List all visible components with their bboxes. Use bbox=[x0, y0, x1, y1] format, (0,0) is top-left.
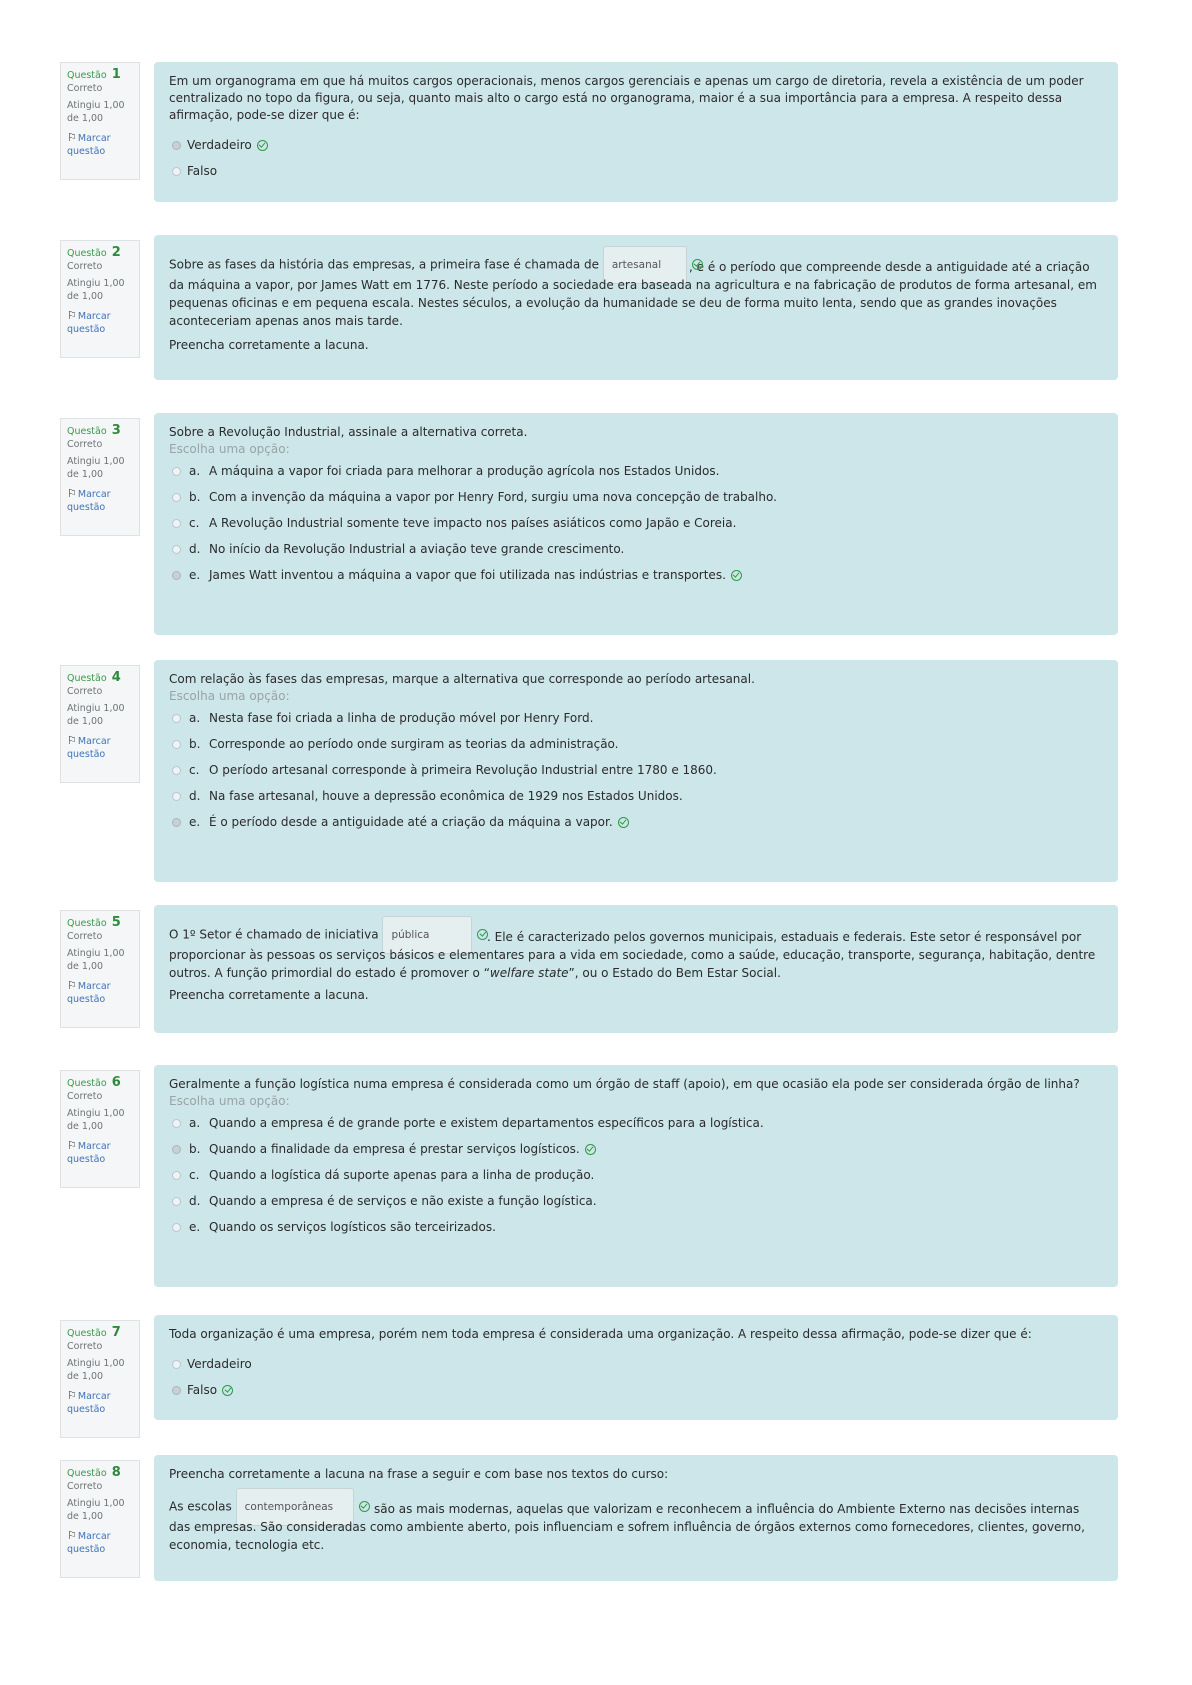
option-d[interactable] bbox=[169, 1188, 1103, 1214]
option-letter: a. bbox=[189, 710, 201, 725]
option-falso[interactable] bbox=[169, 158, 1103, 184]
option-label: A Revolução Industrial somente teve impacto nos países asiáticos como Japão e Coreia. bbox=[209, 515, 737, 530]
flag-question-link[interactable]: ⚐Marcar questão bbox=[67, 309, 111, 335]
option-e[interactable] bbox=[169, 1214, 1103, 1240]
correct-check-icon bbox=[222, 1385, 233, 1396]
choose-prompt: Escolha uma opção: bbox=[169, 442, 290, 456]
question-grade: Atingiu 1,00 de 1,00 bbox=[67, 1498, 125, 1522]
option-letter: d. bbox=[189, 1193, 201, 1208]
question-info bbox=[60, 1070, 140, 1188]
option-label: Quando os serviços logísticos são terceirizados. bbox=[209, 1219, 496, 1234]
flag-icon: ⚐ bbox=[67, 1389, 77, 1402]
radio-button[interactable] bbox=[172, 1386, 181, 1395]
question-text: Com relação às fases das empresas, marque a alternativa que corresponde ao período artesanal. bbox=[169, 672, 755, 686]
correct-check-icon bbox=[585, 1144, 596, 1155]
option-label: Corresponde ao período onde surgiram as teorias da administração. bbox=[209, 736, 619, 751]
flag-icon: ⚐ bbox=[67, 131, 77, 144]
question-text: O 1º Setor é chamado de iniciativa pública bbox=[169, 916, 1103, 954]
flag-question-link[interactable]: ⚐Marcar questão bbox=[67, 487, 111, 513]
question-number: Questão 2 bbox=[67, 245, 121, 260]
question-text: Sobre as fases da história das empresas, a primeira fase é chamada de artesanal bbox=[169, 246, 1103, 284]
option-label: Quando a empresa é de grande porte e existem departamentos específicos para a logística. bbox=[209, 1115, 764, 1130]
radio-button[interactable] bbox=[172, 714, 181, 723]
option-letter: b. bbox=[189, 736, 201, 751]
question-grade: Atingiu 1,00 de 1,00 bbox=[67, 948, 125, 972]
question-text-continued: são as mais modernas, aquelas que valorizam e reconhecem a influência do Ambiente Externo nas decisões internas das empresas. São consideradas como ambiente aberto, pois influenciam e sofrem influência de órgãos externos como fornecedores, clientes, governo, economia, tecnologia etc. bbox=[169, 1502, 1085, 1552]
option-c[interactable] bbox=[169, 757, 1103, 783]
flag-question-link[interactable]: ⚐Marcar questão bbox=[67, 1389, 111, 1415]
radio-button[interactable] bbox=[172, 1223, 181, 1232]
question-state: Correto bbox=[67, 686, 103, 697]
answer-input[interactable]: pública bbox=[382, 916, 472, 954]
question-number: Questão 7 bbox=[67, 1325, 121, 1340]
choose-prompt: Escolha uma opção: bbox=[169, 689, 290, 703]
question-text: Sobre a Revolução Industrial, assinale a alternativa correta. bbox=[169, 425, 528, 439]
question-state: Correto bbox=[67, 261, 103, 272]
question-content bbox=[154, 1065, 1118, 1287]
question-text-continued: . Ele é caracterizado pelos governos municipais, estaduais e federais. Este setor é responsável por proporcionar às pessoas os serviços básicos e elementares para a vida em sociedade, como a saúde, educação, transporte, segurança, habitação, dentre outros. A função primordial do estado é promover o “welfare state”, ou o Estado do Bem Estar Social. bbox=[169, 930, 1096, 980]
question-text: Em um organograma em que há muitos cargos operacionais, menos cargos gerenciais e apenas um cargo de diretoria, revela a existência de um poder centralizado no topo da figura, ou seja, quanto mais alto o cargo está no organograma, maior é a sua importância para a empresa. A respeito dessa afirmação, pode-se dizer que é: bbox=[169, 74, 1084, 122]
question-content bbox=[154, 62, 1118, 202]
option-letter: e. bbox=[189, 567, 201, 582]
option-label: O período artesanal corresponde à primeira Revolução Industrial entre 1780 e 1860. bbox=[209, 762, 717, 777]
question-number: Questão 4 bbox=[67, 670, 121, 685]
flag-question-link[interactable]: ⚐Marcar questão bbox=[67, 1139, 111, 1165]
correct-check-icon bbox=[731, 570, 742, 581]
question-text-continued: , e é o período que compreende desde a antiguidade até a criação da máquina a vapor, por James Watt em 1776. Neste período a sociedade era baseada na agricultura e na fabricação de produtos de forma artesanal, em pequenas oficinas e em pequena escala. Nestes séculos, a evolução da humanidade se deu de forma muito lenta, sendo que as grandes inovações aconteceriam apenas anos mais tarde. bbox=[169, 260, 1097, 328]
question-content bbox=[154, 413, 1118, 635]
option-d[interactable] bbox=[169, 536, 1103, 562]
option-a[interactable] bbox=[169, 1110, 1103, 1136]
option-label: Verdadeiro bbox=[187, 137, 252, 152]
flag-question-link[interactable]: ⚐Marcar questão bbox=[67, 734, 111, 760]
radio-button[interactable] bbox=[172, 792, 181, 801]
option-label: Na fase artesanal, houve a depressão econômica de 1929 nos Estados Unidos. bbox=[209, 788, 683, 803]
question-number: Questão 6 bbox=[67, 1075, 121, 1090]
option-a[interactable] bbox=[169, 458, 1103, 484]
option-letter: c. bbox=[189, 762, 200, 777]
question-state: Correto bbox=[67, 1481, 103, 1492]
flag-icon: ⚐ bbox=[67, 309, 77, 322]
question-text: Toda organização é uma empresa, porém nem toda empresa é considerada uma organização. A respeito dessa afirmação, pode-se dizer que é: bbox=[169, 1327, 1032, 1341]
question-info bbox=[60, 240, 140, 358]
option-a[interactable] bbox=[169, 705, 1103, 731]
option-letter: a. bbox=[189, 1115, 201, 1130]
question-grade: Atingiu 1,00 de 1,00 bbox=[67, 1108, 125, 1132]
question-content bbox=[154, 1315, 1118, 1420]
option-label: Com a invenção da máquina a vapor por Henry Ford, surgiu uma nova concepção de trabalho. bbox=[209, 489, 777, 504]
option-label: No início da Revolução Industrial a aviação teve grande crescimento. bbox=[209, 541, 625, 556]
question-number: Questão 8 bbox=[67, 1465, 121, 1480]
radio-button[interactable] bbox=[172, 740, 181, 749]
radio-button[interactable] bbox=[172, 545, 181, 554]
radio-button[interactable] bbox=[172, 141, 181, 150]
question-info bbox=[60, 1320, 140, 1438]
question-info bbox=[60, 62, 140, 180]
option-e[interactable] bbox=[169, 809, 1103, 835]
option-letter: e. bbox=[189, 814, 201, 829]
radio-button[interactable] bbox=[172, 1145, 181, 1154]
option-label: Quando a logística dá suporte apenas para a linha de produção. bbox=[209, 1167, 595, 1182]
question-state: Correto bbox=[67, 1091, 103, 1102]
option-letter: d. bbox=[189, 541, 201, 556]
option-letter: e. bbox=[189, 1219, 201, 1234]
flag-icon: ⚐ bbox=[67, 979, 77, 992]
radio-button[interactable] bbox=[172, 519, 181, 528]
option-letter: a. bbox=[189, 463, 201, 478]
question-info bbox=[60, 1460, 140, 1578]
option-e[interactable] bbox=[169, 562, 1103, 588]
radio-button[interactable] bbox=[172, 167, 181, 176]
question-grade: Atingiu 1,00 de 1,00 bbox=[67, 100, 125, 124]
flag-icon: ⚐ bbox=[67, 487, 77, 500]
radio-button[interactable] bbox=[172, 1360, 181, 1369]
answer-input[interactable]: contemporâneas bbox=[236, 1488, 354, 1526]
question-info bbox=[60, 665, 140, 783]
question-grade: Atingiu 1,00 de 1,00 bbox=[67, 278, 125, 302]
flag-icon: ⚐ bbox=[67, 1529, 77, 1542]
option-label: Falso bbox=[187, 163, 218, 178]
question-info bbox=[60, 910, 140, 1028]
question-state: Correto bbox=[67, 1341, 103, 1352]
flag-icon: ⚐ bbox=[67, 734, 77, 747]
question-info bbox=[60, 418, 140, 536]
option-label: Quando a finalidade da empresa é prestar serviços logísticos. bbox=[209, 1141, 580, 1156]
correct-check-icon bbox=[257, 140, 268, 151]
question-text: As escolas contemporâneas bbox=[169, 1488, 1103, 1526]
flag-question-link[interactable]: ⚐Marcar questão bbox=[67, 979, 111, 1005]
radio-button[interactable] bbox=[172, 493, 181, 502]
flag-icon: ⚐ bbox=[67, 1139, 77, 1152]
option-verdadeiro[interactable] bbox=[169, 1351, 1103, 1377]
question-content bbox=[154, 905, 1118, 1033]
option-letter: c. bbox=[189, 515, 200, 530]
question-text: Geralmente a função logística numa empresa é considerada como um órgão de staff (apoio), em que ocasião ela pode ser considerada órgão de linha? bbox=[169, 1077, 1080, 1091]
option-letter: d. bbox=[189, 788, 201, 803]
question-content bbox=[154, 1455, 1118, 1581]
option-c[interactable] bbox=[169, 510, 1103, 536]
question-grade: Atingiu 1,00 de 1,00 bbox=[67, 1358, 125, 1382]
radio-button[interactable] bbox=[172, 571, 181, 580]
radio-button[interactable] bbox=[172, 1197, 181, 1206]
correct-check-icon bbox=[692, 259, 703, 270]
question-instruction: Preencha corretamente a lacuna. bbox=[169, 988, 369, 1002]
question-state: Correto bbox=[67, 439, 103, 450]
question-instruction: Preencha corretamente a lacuna na frase a seguir e com base nos textos do curso: bbox=[169, 1467, 669, 1481]
correct-check-icon bbox=[359, 1501, 370, 1512]
option-d[interactable] bbox=[169, 783, 1103, 809]
option-label: Verdadeiro bbox=[187, 1356, 252, 1371]
choose-prompt: Escolha uma opção: bbox=[169, 1094, 290, 1108]
option-label: Falso bbox=[187, 1382, 218, 1397]
question-number: Questão 1 bbox=[67, 67, 121, 82]
flag-question-link[interactable]: ⚐Marcar questão bbox=[67, 1529, 111, 1555]
option-c[interactable] bbox=[169, 1162, 1103, 1188]
option-label: James Watt inventou a máquina a vapor que foi utilizada nas indústrias e transportes. bbox=[209, 567, 726, 582]
question-number: Questão 5 bbox=[67, 915, 121, 930]
question-state: Correto bbox=[67, 83, 103, 94]
radio-button[interactable] bbox=[172, 467, 181, 476]
option-label: Nesta fase foi criada a linha de produção móvel por Henry Ford. bbox=[209, 710, 594, 725]
radio-button[interactable] bbox=[172, 1119, 181, 1128]
radio-button[interactable] bbox=[172, 818, 181, 827]
question-grade: Atingiu 1,00 de 1,00 bbox=[67, 456, 125, 480]
option-falso[interactable] bbox=[169, 1377, 1103, 1403]
option-label: Quando a empresa é de serviços e não existe a função logística. bbox=[209, 1193, 597, 1208]
question-state: Correto bbox=[67, 931, 103, 942]
option-letter: b. bbox=[189, 1141, 201, 1156]
question-number: Questão 3 bbox=[67, 423, 121, 438]
option-b[interactable] bbox=[169, 484, 1103, 510]
question-content bbox=[154, 660, 1118, 882]
option-letter: c. bbox=[189, 1167, 200, 1182]
option-b[interactable] bbox=[169, 731, 1103, 757]
option-letter: b. bbox=[189, 489, 201, 504]
answer-input[interactable]: artesanal bbox=[603, 246, 687, 284]
flag-question-link[interactable]: ⚐Marcar questão bbox=[67, 131, 111, 157]
radio-button[interactable] bbox=[172, 766, 181, 775]
radio-button[interactable] bbox=[172, 1171, 181, 1180]
option-label: A máquina a vapor foi criada para melhorar a produção agrícola nos Estados Unidos. bbox=[209, 463, 720, 478]
correct-check-icon bbox=[618, 817, 629, 828]
question-grade: Atingiu 1,00 de 1,00 bbox=[67, 703, 125, 727]
option-label: É o período desde a antiguidade até a criação da máquina a vapor. bbox=[209, 814, 613, 829]
correct-check-icon bbox=[477, 929, 488, 940]
question-instruction: Preencha corretamente a lacuna. bbox=[169, 338, 369, 352]
option-b[interactable] bbox=[169, 1136, 1103, 1162]
question-content bbox=[154, 235, 1118, 380]
option-verdadeiro[interactable] bbox=[169, 132, 1103, 158]
